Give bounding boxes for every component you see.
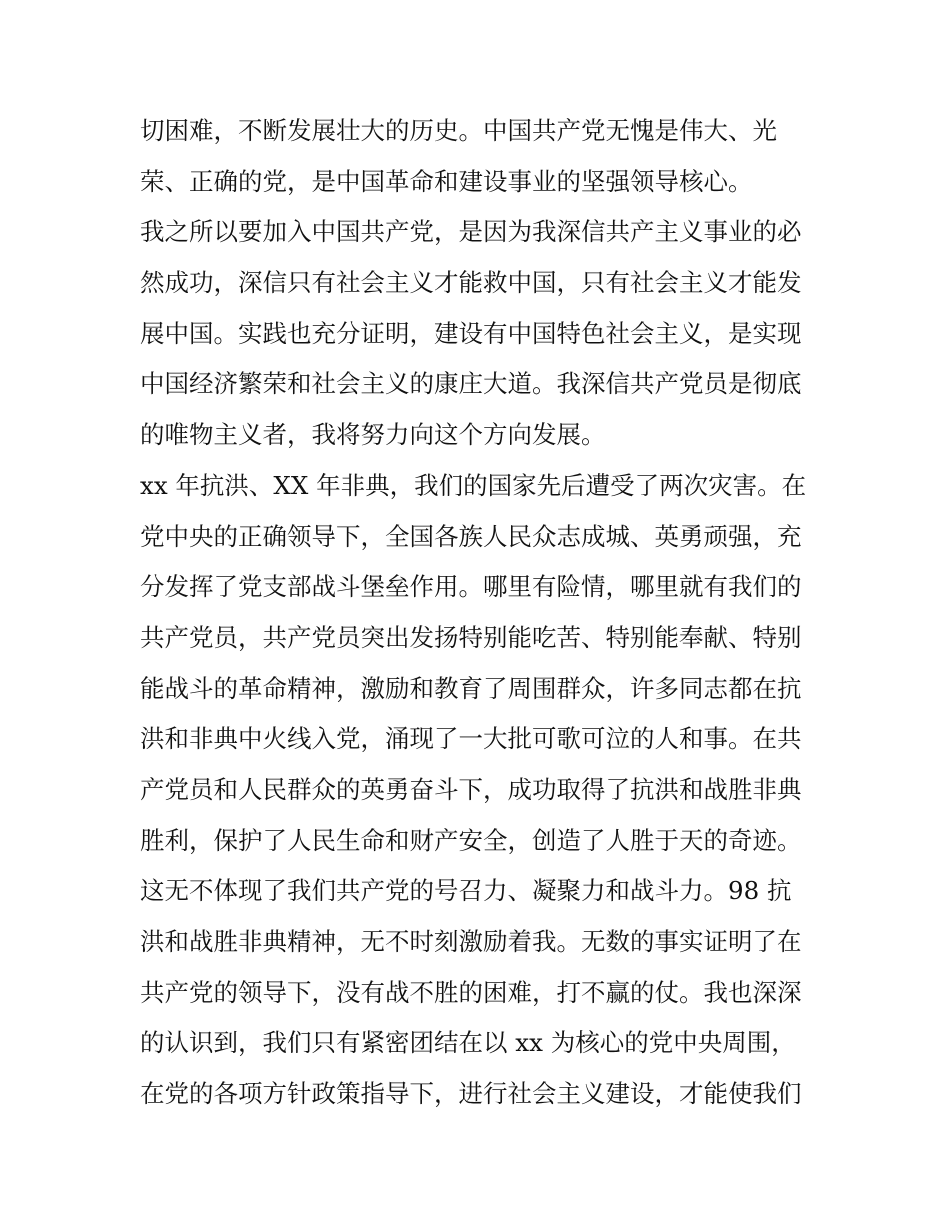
text-line: 在党的各项方针政策指导下，进行社会主义建设，才能使我们: [140, 1079, 802, 1109]
text-line: xx 年抗洪、XX 年非典，我们的国家先后遭受了两次灾害。在: [140, 470, 807, 500]
text-line: 我之所以要加入中国共产党，是因为我深信共产主义事业的必: [140, 217, 802, 247]
text-line: 的认识到，我们只有紧密团结在以 xx 为核心的党中央周围，: [140, 1028, 796, 1058]
text-line: 洪和非典中火线入党，涌现了一大批可歌可泣的人和事。在共: [140, 724, 802, 754]
text-line: 这无不体现了我们共产党的号召力、凝聚力和战斗力。98 抗: [140, 876, 792, 906]
text-line: 共产党的领导下，没有战不胜的困难，打不赢的仗。我也深深: [140, 977, 802, 1007]
text-line: 展中国。实践也充分证明，建设有中国特色社会主义，是实现: [140, 318, 802, 348]
text-line: 切困难，不断发展壮大的历史。中国共产党无愧是伟大、光: [140, 116, 777, 145]
text-line: 产党员和人民群众的英勇奋斗下，成功取得了抗洪和战胜非典: [140, 774, 802, 804]
text-line: 荣、正确的党，是中国革命和建设事业的坚强领导核心。: [140, 166, 753, 196]
text-line: 党中央的正确领导下，全国各族人民众志成城、英勇顽强，充: [140, 521, 802, 551]
document-body: [140, 106, 820, 1120]
text-line: 的唯物主义者，我将努力向这个方向发展。: [140, 420, 606, 450]
text-line: 胜利，保护了人民生命和财产安全，创造了人胜于天的奇迹。: [140, 825, 802, 855]
text-line: 然成功，深信只有社会主义才能救中国，只有社会主义才能发: [140, 268, 802, 298]
text-line: 共产党员，共产党员突出发扬特别能吃苦、特别能奉献、特别: [140, 622, 802, 652]
text-line: 能战斗的革命精神，激励和教育了周围群众，许多同志都在抗: [140, 673, 802, 703]
text-line: 洪和战胜非典精神，无不时刻激励着我。无数的事实证明了在: [140, 927, 802, 956]
text-line: 分发挥了党支部战斗堡垒作用。哪里有险情，哪里就有我们的: [140, 572, 802, 602]
text-line: 中国经济繁荣和社会主义的康庄大道。我深信共产党员是彻底: [140, 369, 802, 399]
